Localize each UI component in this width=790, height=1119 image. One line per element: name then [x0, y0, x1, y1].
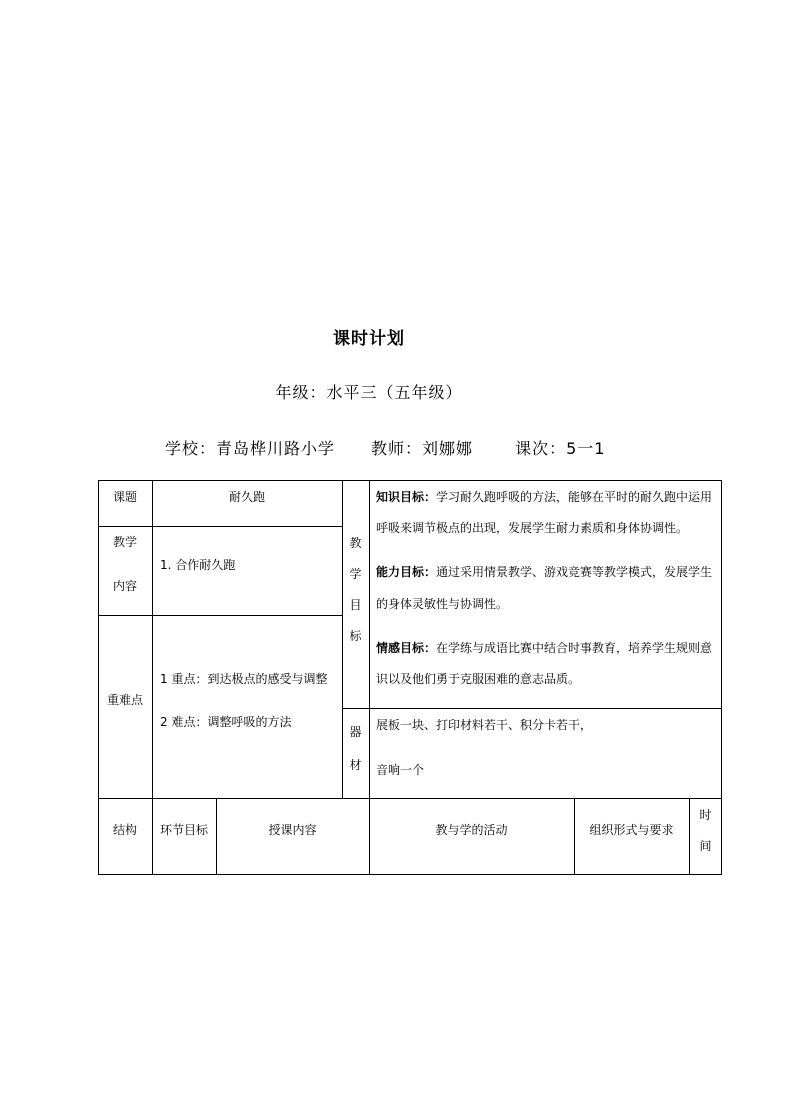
difficulty-label: 重难点	[106, 693, 143, 707]
topic-value: 耐久跑	[228, 490, 265, 504]
content-label-2: 内容	[112, 579, 137, 593]
goal-emotion-text-2: 识以及他们勇于克服困难的意志品质。	[376, 672, 581, 686]
row-divider	[152, 526, 342, 527]
goal-emotion-text: 在学练与成语比赛中结合时事教育，培养学生规则意	[436, 641, 713, 655]
equipment-label-char: 器	[349, 725, 362, 739]
goal-knowledge-text-2: 呼吸来调节极点的出现，发展学生耐力素质和身体协调性。	[376, 521, 689, 535]
goal-emotion	[376, 640, 712, 656]
goal-knowledge	[376, 489, 712, 505]
topic-label: 课题	[112, 490, 137, 504]
goal-ability	[376, 564, 712, 580]
lesson-label: 课次：	[515, 439, 567, 458]
grade-line	[0, 380, 738, 403]
teacher-value: 刘娜娜	[422, 439, 474, 458]
goal-ability-label: 能力目标：	[376, 565, 437, 579]
column-divider	[152, 480, 153, 875]
goals-label-char: 学	[349, 567, 362, 581]
col-time-2: 间	[699, 839, 712, 853]
table-border-top	[98, 480, 722, 481]
goal-ability-text-2: 的身体灵敏性与协调性。	[376, 597, 509, 611]
goals-label-char: 标	[349, 629, 362, 643]
content-value: 1. 合作耐久跑	[160, 558, 236, 572]
col-organization: 组织形式与要求	[589, 823, 674, 837]
lesson-value: 5一1	[566, 439, 606, 458]
difficulty-item-1: 1 重点：到达极点的感受与调整	[160, 672, 328, 686]
goal-ability-text: 通过采用情景教学、游戏竞赛等教学模式，发展学生	[436, 565, 713, 579]
difficulty-item-2: 2 难点：调整呼吸的方法	[160, 715, 292, 729]
equipment-line-2: 音响一个	[376, 763, 425, 777]
content-label-1: 教学	[112, 535, 137, 549]
col-stage-goal: 环节目标	[159, 823, 208, 837]
school-value: 青岛桦川路小学	[216, 439, 336, 458]
goal-emotion-label: 情感目标：	[376, 641, 437, 655]
col-structure: 结构	[112, 823, 137, 837]
goal-knowledge-label: 知识目标：	[376, 490, 437, 504]
row-divider	[342, 708, 722, 709]
teacher-label: 教师：	[371, 439, 423, 458]
col-activities: 教与学的活动	[435, 823, 508, 837]
info-line	[165, 436, 605, 459]
col-teaching-content: 授课内容	[268, 823, 317, 837]
page-title: 课时计划	[333, 329, 405, 349]
grade-label: 年级：	[275, 383, 327, 402]
col-time-1: 时	[699, 808, 712, 822]
row-divider	[98, 526, 152, 527]
goals-label-char: 目	[349, 598, 362, 612]
row-divider	[98, 798, 722, 799]
goal-knowledge-text: 学习耐久跑呼吸的方法，能够在平时的耐久跑中运用	[436, 490, 713, 504]
row-divider	[98, 615, 342, 616]
equipment-label-char: 材	[349, 758, 362, 772]
equipment-line-1: 展板一块、打印材料若干、积分卡若干，	[376, 718, 593, 732]
goals-label-char: 教	[349, 536, 362, 550]
grade-value: 水平三（五年级）	[326, 383, 463, 402]
school-label: 学校：	[165, 439, 217, 458]
column-divider	[369, 480, 370, 875]
table-border-bottom	[98, 874, 722, 875]
